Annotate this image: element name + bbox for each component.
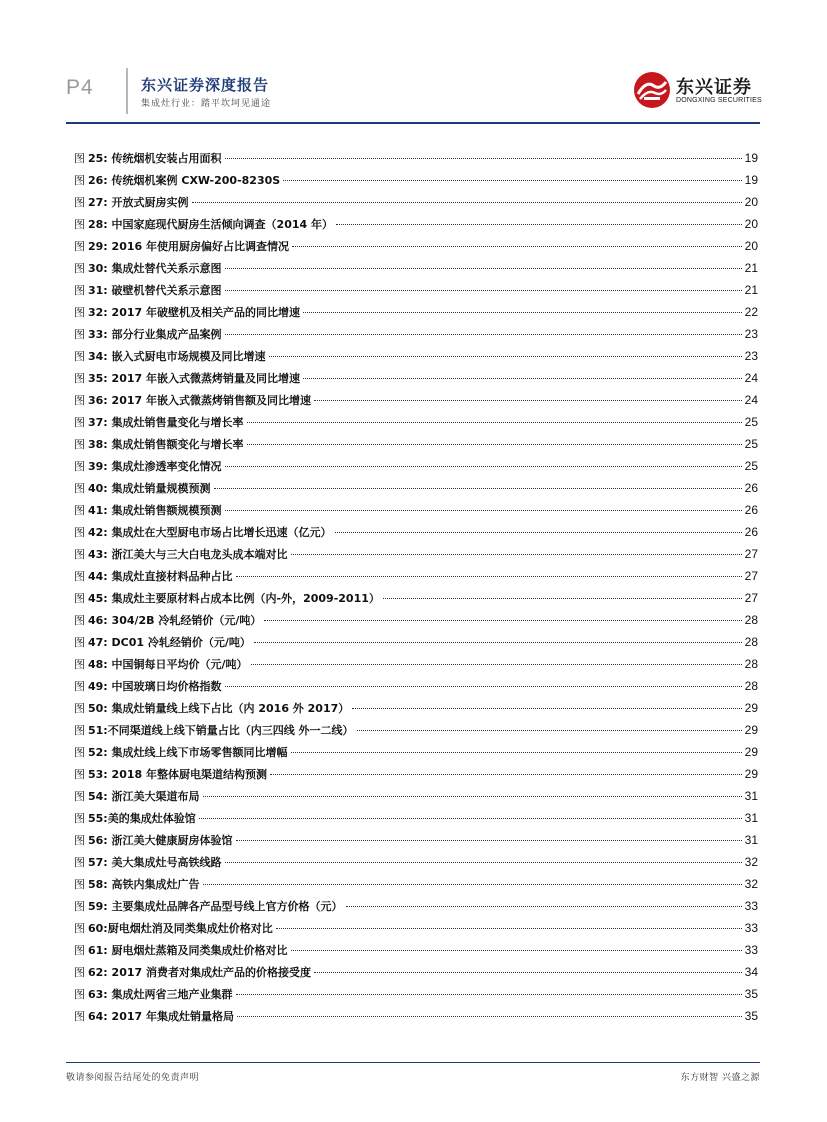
toc-entry-label [74,392,311,408]
toc-entry-label [74,876,200,892]
toc-entry[interactable] [74,150,758,172]
toc-entry-page: 31 [744,789,758,803]
toc-entry-title: 40: 集成灶销量规模预测 [88,482,211,495]
toc-entry-label [74,568,233,584]
toc-entry-label [74,612,261,628]
toc-dot-leader [237,1016,742,1017]
toc-entry-page: 25 [744,415,758,429]
toc-entry-label [74,1008,234,1024]
toc-entry[interactable] [74,502,758,524]
toc-dot-leader [314,972,742,973]
toc-entry-page: 32 [744,877,758,891]
toc-entry[interactable] [74,436,758,458]
toc-entry-prefix: 图 [74,570,85,583]
toc-entry-label [74,546,288,562]
toc-entry[interactable] [74,260,758,282]
toc-entry-prefix: 图 [74,460,85,473]
toc-entry-page: 26 [744,481,758,495]
toc-entry-prefix: 图 [74,790,85,803]
toc-dot-leader [276,928,742,929]
toc-entry-prefix: 图 [74,636,85,649]
toc-entry-title: 35: 2017 年嵌入式微蒸烤销量及同比增速 [88,372,300,385]
toc-entry-prefix: 图 [74,174,85,187]
toc-entry-title: 27: 开放式厨房实例 [88,196,189,209]
toc-dot-leader [254,642,742,643]
toc-entry-page: 35 [744,1009,758,1023]
toc-entry-title: 31: 破壁机替代关系示意图 [88,284,222,297]
toc-entry-title: 64: 2017 年集成灶销量格局 [88,1010,234,1023]
toc-entry-prefix: 图 [74,482,85,495]
toc-entry-label [74,348,266,364]
toc-entry[interactable] [74,1008,758,1030]
toc-dot-leader [225,158,742,159]
toc-entry-prefix: 图 [74,812,85,825]
toc-entry-title: 57: 美大集成灶号高铁线路 [88,856,222,869]
toc-entry-page: 24 [744,393,758,407]
toc-entry[interactable] [74,480,758,502]
toc-entry[interactable] [74,282,758,304]
toc-entry[interactable] [74,238,758,260]
logo-mark-icon [632,70,672,110]
toc-entry-title: 38: 集成灶销售额变化与增长率 [88,438,244,451]
toc-entry-prefix: 图 [74,746,85,759]
toc-entry-title: 36: 2017 年嵌入式微蒸烤销售额及同比增速 [88,394,311,407]
toc-entry-title: 41: 集成灶销售额规模预测 [88,504,222,517]
toc-entry[interactable] [74,810,758,832]
toc-entry-title: 48: 中国铜每日平均价（元/吨） [88,658,248,671]
toc-entry[interactable] [74,854,758,876]
toc-dot-leader [264,620,741,621]
toc-dot-leader [214,488,742,489]
toc-entry-label [74,678,222,694]
toc-entry-label [74,216,333,232]
toc-entry-title: 32: 2017 年破壁机及相关产品的同比增速 [88,306,300,319]
toc-entry-prefix: 图 [74,306,85,319]
toc-dot-leader [383,598,742,599]
toc-entry-page: 29 [744,745,758,759]
toc-entry-prefix: 图 [74,900,85,913]
toc-entry-title: 44: 集成灶直接材料品种占比 [88,570,233,583]
toc-entry[interactable] [74,172,758,194]
toc-entry-label [74,964,311,980]
toc-entry-page: 26 [744,525,758,539]
toc-dot-leader [292,246,742,247]
toc-entry-prefix: 图 [74,240,85,253]
toc-dot-leader [303,378,742,379]
toc-entry[interactable] [74,986,758,1008]
toc-entry-prefix: 图 [74,416,85,429]
toc-entry-prefix: 图 [74,394,85,407]
toc-entry[interactable] [74,414,758,436]
toc-entry-title: 61: 厨电烟灶蒸箱及同类集成灶价格对比 [88,944,288,957]
toc-entry-page: 32 [744,855,758,869]
toc-entry-label [74,722,354,738]
toc-entry-title: 34: 嵌入式厨电市场规模及同比增速 [88,350,266,363]
toc-entry-title: 53: 2018 年整体厨电渠道结构预测 [88,768,267,781]
toc-entry-page: 24 [744,371,758,385]
toc-entry-title: 62: 2017 消费者对集成灶产品的价格接受度 [88,966,311,979]
toc-entry-label [74,656,248,672]
toc-entry[interactable] [74,656,758,678]
toc-dot-leader [225,510,742,511]
toc-entry-prefix: 图 [74,152,85,165]
toc-entry-page: 33 [744,899,758,913]
toc-dot-leader [192,202,742,203]
toc-entry-prefix: 图 [74,526,85,539]
toc-dot-leader [225,686,742,687]
toc-entry-title: 58: 高铁内集成灶广告 [88,878,200,891]
toc-entry-page: 23 [744,327,758,341]
toc-entry[interactable] [74,524,758,546]
toc-entry-label [74,150,222,166]
toc-entry-title: 30: 集成灶替代关系示意图 [88,262,222,275]
toc-entry-label [74,458,222,474]
toc-entry-page: 35 [744,987,758,1001]
toc-entry-label [74,480,211,496]
toc-dot-leader [203,796,742,797]
toc-entry-page: 29 [744,723,758,737]
toc-entry-prefix: 图 [74,944,85,957]
toc-dot-leader [283,180,741,181]
toc-entry-page: 20 [744,195,758,209]
toc-entry[interactable] [74,612,758,634]
toc-entry-prefix: 图 [74,438,85,451]
toc-entry-title: 59: 主要集成灶品牌各产品型号线上官方价格（元） [88,900,343,913]
toc-dot-leader [346,906,742,907]
toc-entry[interactable] [74,766,758,788]
toc-entry-page: 20 [744,239,758,253]
toc-entry[interactable] [74,590,758,612]
toc-entry[interactable] [74,568,758,590]
toc-entry[interactable] [74,678,758,700]
toc-entry-label [74,986,233,1002]
toc-entry[interactable] [74,634,758,656]
toc-entry-prefix: 图 [74,592,85,605]
toc-entry[interactable] [74,964,758,986]
toc-entry-prefix: 图 [74,372,85,385]
toc-entry-title: 47: DC01 冷轧经销价（元/吨） [88,636,251,649]
toc-entry-page: 22 [744,305,758,319]
toc-entry-label [74,370,300,386]
toc-entry-title: 26: 传统烟机案例 CXW-200-8230S [88,174,281,187]
toc-dot-leader [225,268,742,269]
toc-entry[interactable] [74,898,758,920]
toc-entry-prefix: 图 [74,548,85,561]
toc-dot-leader [270,774,742,775]
toc-entry[interactable] [74,876,758,898]
toc-dot-leader [291,752,742,753]
toc-entry-label [74,282,222,298]
toc-entry-page: 21 [744,261,758,275]
toc-dot-leader [225,466,742,467]
toc-entry-page: 28 [744,613,758,627]
toc-entry-title: 37: 集成灶销售量变化与增长率 [88,416,244,429]
toc-entry-title: 55:美的集成灶体验馆 [88,812,196,825]
toc-entry-prefix: 图 [74,196,85,209]
toc-entry[interactable] [74,304,758,326]
toc-entry-title: 46: 304/2B 冷轧经销价（元/吨） [88,614,262,627]
toc-entry-label [74,590,380,606]
toc-dot-leader [225,290,742,291]
toc-entry[interactable] [74,370,758,392]
toc-entry-prefix: 图 [74,262,85,275]
toc-entry[interactable] [74,326,758,348]
toc-entry-prefix: 图 [74,922,85,935]
toc-dot-leader [251,664,742,665]
toc-entry-label [74,326,222,342]
toc-entry-prefix: 图 [74,614,85,627]
toc-entry-label [74,436,244,452]
toc-entry[interactable] [74,216,758,238]
toc-dot-leader [225,334,742,335]
toc-entry-page: 25 [744,437,758,451]
toc-dot-leader [247,422,742,423]
toc-entry-label [74,832,233,848]
toc-entry-label [74,414,244,430]
toc-entry-page: 21 [744,283,758,297]
toc-dot-leader [199,818,742,819]
toc-entry-prefix: 图 [74,328,85,341]
toc-entry-prefix: 图 [74,724,85,737]
toc-entry-prefix: 图 [74,680,85,693]
toc-dot-leader [357,730,742,731]
company-logo [632,70,760,114]
toc-entry-page: 25 [744,459,758,473]
toc-entry-label [74,172,280,188]
toc-dot-leader [269,356,742,357]
toc-entry-label [74,898,343,914]
toc-entry[interactable] [74,722,758,744]
toc-entry-page: 33 [744,921,758,935]
toc-entry-page: 31 [744,811,758,825]
toc-entry-label [74,854,222,870]
toc-entry-prefix: 图 [74,350,85,363]
header-divider [126,68,128,114]
toc-entry-label [74,238,289,254]
toc-entry-title: 42: 集成灶在大型厨电市场占比增长迅速（亿元） [88,526,332,539]
toc-entry[interactable] [74,348,758,370]
toc-entry-prefix: 图 [74,988,85,1001]
toc-dot-leader [236,994,742,995]
toc-entry-title: 56: 浙江美大健康厨房体验馆 [88,834,233,847]
toc-entry-page: 33 [744,943,758,957]
toc-entry-title: 51:不同渠道线上线下销量占比（内三四线 外一二线） [88,724,354,737]
toc-dot-leader [236,840,742,841]
toc-entry-prefix: 图 [74,856,85,869]
toc-entry-prefix: 图 [74,834,85,847]
toc-entry-label [74,260,222,276]
toc-entry-page: 27 [744,547,758,561]
toc-entry-label [74,810,196,826]
toc-entry-title: 63: 集成灶两省三地产业集群 [88,988,233,1001]
report-title: 东兴证券深度报告 [141,76,270,94]
toc-entry[interactable] [74,788,758,810]
toc-dot-leader [352,708,741,709]
figure-list [74,150,758,1030]
toc-dot-leader [314,400,742,401]
toc-entry-page: 29 [744,701,758,715]
disclaimer-note: 敬请参阅报告结尾处的免责声明 [66,1073,200,1083]
toc-entry-page: 26 [744,503,758,517]
toc-entry-page: 27 [744,569,758,583]
toc-dot-leader [236,576,742,577]
toc-entry-prefix: 图 [74,218,85,231]
toc-entry-title: 29: 2016 年使用厨房偏好占比调查情况 [88,240,289,253]
toc-dot-leader [225,862,742,863]
toc-dot-leader [291,554,742,555]
toc-entry[interactable] [74,920,758,942]
toc-entry-prefix: 图 [74,504,85,517]
toc-entry[interactable] [74,942,758,964]
toc-dot-leader [291,950,742,951]
toc-entry-label [74,700,349,716]
toc-entry[interactable] [74,458,758,480]
toc-entry[interactable] [74,546,758,568]
toc-entry[interactable] [74,392,758,414]
toc-entry-page: 28 [744,679,758,693]
footer-slogan: 东方财智 兴盛之源 [680,1073,760,1083]
toc-entry-title: 50: 集成灶销量线上线下占比（内 2016 外 2017） [88,702,350,715]
toc-entry-prefix: 图 [74,966,85,979]
toc-entry-prefix: 图 [74,1010,85,1023]
toc-entry-label [74,502,222,518]
toc-entry-page: 20 [744,217,758,231]
toc-entry-title: 54: 浙江美大渠道布局 [88,790,200,803]
header-rule [66,122,760,124]
toc-entry-label [74,524,332,540]
toc-entry-page: 31 [744,833,758,847]
toc-dot-leader [335,532,742,533]
toc-entry-label [74,942,288,958]
toc-entry[interactable] [74,832,758,854]
toc-entry-label [74,634,251,650]
toc-entry-prefix: 图 [74,284,85,297]
toc-entry-title: 60:厨电烟灶消及同类集成灶价格对比 [88,922,273,935]
logo-text-en: DONGXING SECURITIES [676,97,762,104]
toc-entry-prefix: 图 [74,658,85,671]
toc-entry-label [74,920,273,936]
report-subtitle: 集成灶行业：踏平坎坷见通途 [141,99,272,109]
toc-entry-page: 27 [744,591,758,605]
toc-entry-title: 43: 浙江美大与三大白电龙头成本端对比 [88,548,288,561]
toc-entry-prefix: 图 [74,878,85,891]
toc-entry-prefix: 图 [74,702,85,715]
toc-entry-title: 33: 部分行业集成产品案例 [88,328,222,341]
toc-entry-page: 19 [744,173,758,187]
toc-entry-page: 34 [744,965,758,979]
toc-entry-label [74,766,267,782]
toc-entry-label [74,788,200,804]
toc-dot-leader [303,312,742,313]
toc-dot-leader [203,884,742,885]
toc-entry-page: 19 [744,151,758,165]
toc-entry[interactable] [74,194,758,216]
toc-entry-title: 25: 传统烟机安装占用面积 [88,152,222,165]
toc-entry-title: 39: 集成灶渗透率变化情况 [88,460,222,473]
logo-text-cn: 东兴证券 [676,77,752,98]
toc-entry-page: 28 [744,635,758,649]
toc-entry-page: 29 [744,767,758,781]
toc-entry-page: 23 [744,349,758,363]
toc-entry-title: 49: 中国玻璃日均价格指数 [88,680,222,693]
toc-entry-label [74,194,189,210]
toc-entry-prefix: 图 [74,768,85,781]
footer-rule [66,1062,760,1063]
toc-entry-label [74,304,300,320]
toc-entry-title: 28: 中国家庭现代厨房生活倾向调查（2014 年） [88,218,333,231]
toc-entry-title: 45: 集成灶主要原材料占成本比例（内-外，2009-2011） [88,592,380,605]
toc-dot-leader [336,224,742,225]
toc-entry[interactable] [74,700,758,722]
toc-entry-label [74,744,288,760]
toc-entry-title: 52: 集成灶线上线下市场零售额同比增幅 [88,746,288,759]
toc-entry[interactable] [74,744,758,766]
page-number: P4 [66,76,94,99]
toc-dot-leader [247,444,742,445]
toc-entry-page: 28 [744,657,758,671]
